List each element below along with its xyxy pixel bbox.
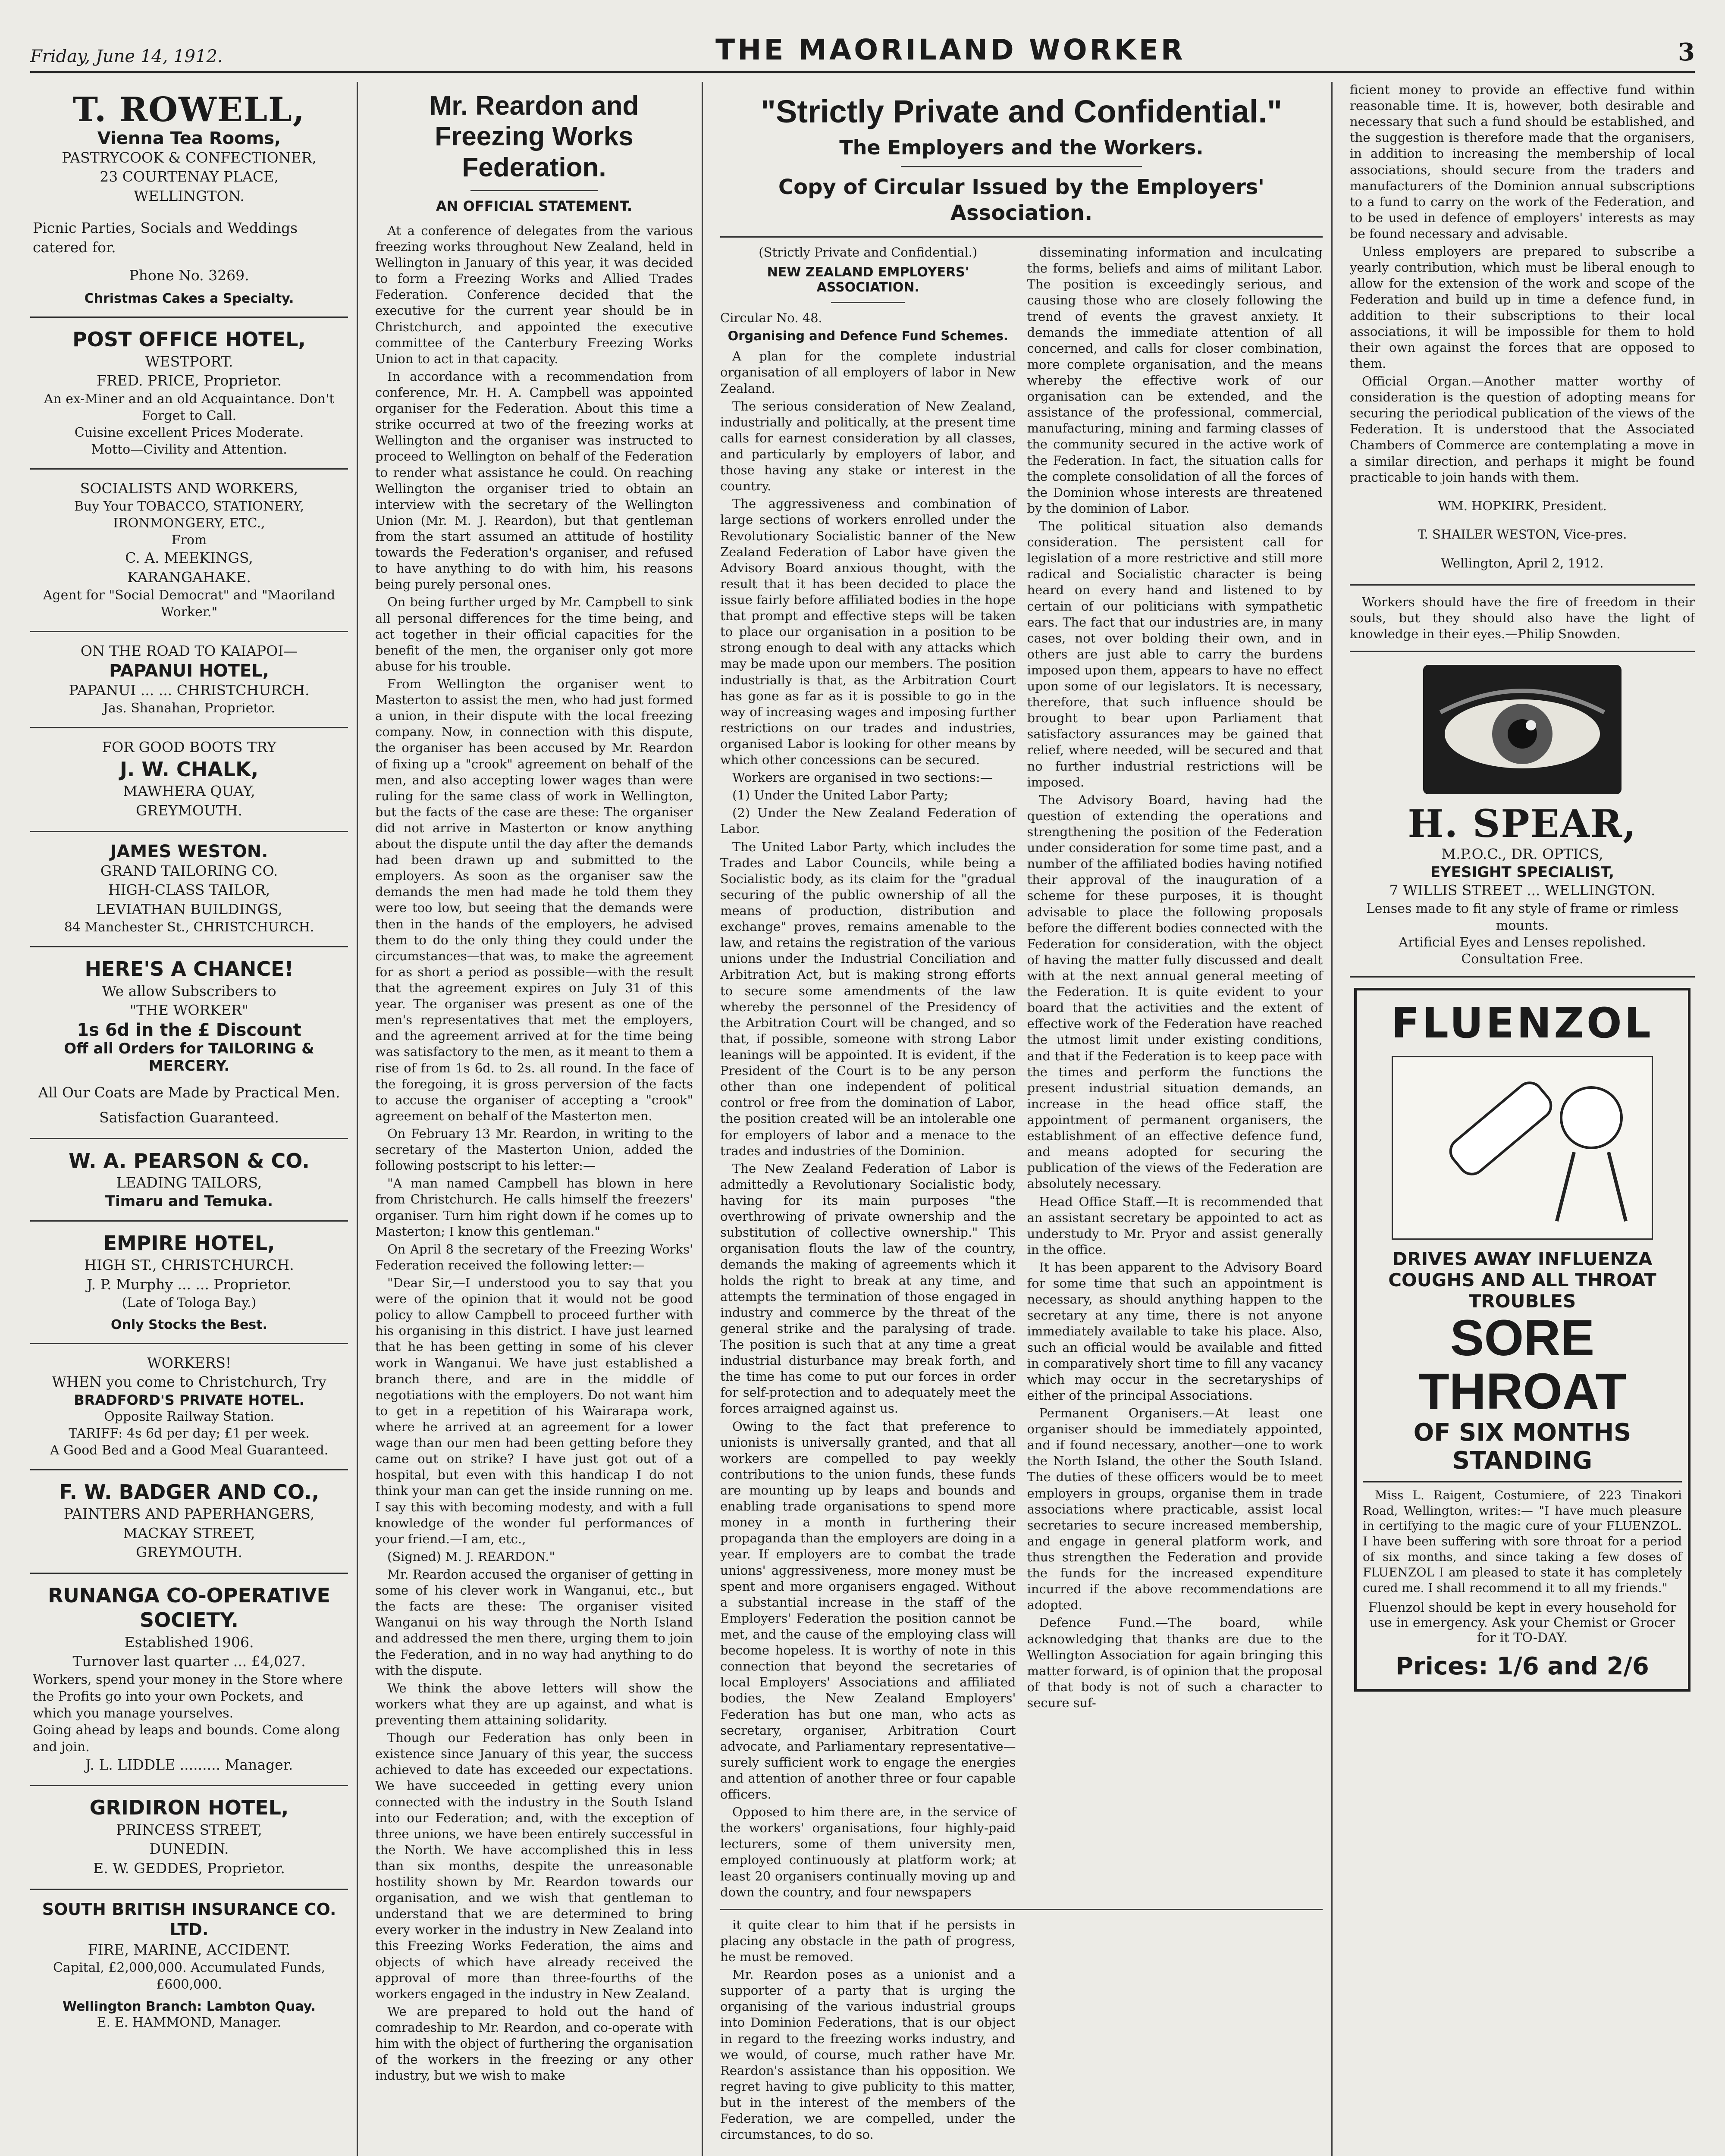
ad-line: Capital, £2,000,000. Accumulated Funds, £600,000. bbox=[53, 1960, 326, 1993]
ad-line: From bbox=[171, 533, 207, 548]
article-body-left bbox=[720, 244, 1016, 1902]
article-subtitle: The Employers and the Workers. bbox=[839, 136, 1204, 160]
ad-line: Going ahead by leaps and bounds. Come along and join. bbox=[33, 1722, 340, 1755]
divider bbox=[720, 236, 1323, 238]
article-paragraph: ficient money to provide an effective fund within reasonable time. It is, however, both desirable and necessary that such a fund should be established, and the suggestion is therefore made that the organisers, in addition to increasing the membership of local associations, should secure from the traders and manufacturers of the Dominion annual subscriptions to a fund to carry on the work of the Federation, and to be used in defence of employers' interests as may be found necessary and advisable. bbox=[1350, 82, 1695, 241]
article-paragraph: Mr. Reardon poses as a unionist and a supporter of a party that is urging the organising of the various industrial groups into Dominion Federations, that is our object in regard to the freezing works industry, and we would, of course, much rather have Mr. Reardon's assistance than his opposition. We regret having to give publicity to this matter, but in the interest of the members of the Federation, we are compelled, under the circumstances, to do so. bbox=[720, 1967, 1016, 2142]
article-paragraph: It has been apparent to the Advisory Board for some time that such an appointment is necessary, as should anything happen to the secretary at any time, there is not anyone immediately available to take his place. Also, such an official would be available and fitted in comparatively short time to fill any vacancy which may occur in the secretaryships of either of the principal Associations. bbox=[1027, 1260, 1323, 1403]
ad-line: 7 WILLIS STREET ... WELLINGTON. bbox=[1389, 882, 1656, 899]
ad-line: PRINCESS STREET, bbox=[116, 1821, 262, 1838]
ad-line: 84 Manchester St., CHRISTCHURCH. bbox=[64, 920, 314, 935]
fluenzol-sore-throat: SORE THROAT bbox=[1418, 1310, 1627, 1420]
article-subtitle: Copy of Circular Issued by the Employers' Association. bbox=[778, 175, 1265, 226]
article-paragraph: (Signed) M. J. REARDON." bbox=[387, 1549, 555, 1564]
article-title: "Strictly Private and Confidential." bbox=[760, 94, 1283, 129]
divider bbox=[470, 190, 598, 191]
ad-line: A Good Bed and a Good Meal Guaranteed. bbox=[50, 1442, 329, 1458]
ad-name: H. SPEAR, bbox=[1408, 801, 1637, 846]
article-subtitle: AN OFFICIAL STATEMENT. bbox=[436, 197, 633, 214]
article-paragraph: (1) Under the United Labor Party; bbox=[732, 788, 948, 803]
ad-name: W. A. PEARSON & CO. bbox=[69, 1149, 310, 1172]
ad-line: SOCIALISTS AND WORKERS, bbox=[80, 479, 298, 497]
ad-line: Picnic Parties, Socials and Weddings catered for. bbox=[33, 219, 298, 256]
article-paragraph: The political situation also demands consideration. The persistent call for legislation of a more restrictive and still more radical and Socialistic character is being heard on every hand and listened to by certain of our politicians with sympathetic ears. The fact that our industries are, in many cases, not over bolding their own, and in others are just able to carry the burdens imposed upon them, appears to have no effect upon some of our legislators. It is necessary, therefore, that such influence should be brought to bear upon Parliament that satisfactory assurances may be gained that relief, where needed, will be secured and that no further industrial restrictions will be imposed. bbox=[1027, 518, 1323, 790]
fluenzol-testimonial: Miss L. Raigent, Costumiere, of 223 Tinakori Road, Wellington, writes:— "I have much pleasure in certifying to the magic cure of your FLUENZOL. I have been suffering with sore throat for a period of six months, and since taking a few doses of FLUENZOL I am pleased to state it has completely cured me. I shall recommend it to all my friends." bbox=[1363, 1488, 1682, 1595]
ad-line: GREYMOUTH. bbox=[135, 1544, 243, 1561]
fluenzol-bottle-icon bbox=[1392, 1056, 1653, 1240]
article-reardon bbox=[367, 82, 703, 2156]
article-paragraph: Unless employers are prepared to subscribe a yearly contribution, which must be liberal enough to allow for the extension of the work and scope of the Federation and build up in time a defence fund, in addition to their subscriptions to their local associations, it will be impossible for them to hold their own against the forces that are opposed to them. bbox=[1350, 244, 1695, 371]
ad-line: Established 1906. bbox=[124, 1633, 254, 1651]
ads-column bbox=[30, 82, 358, 2156]
ad-line: (Late of Tologa Bay.) bbox=[122, 1295, 257, 1310]
article-paragraph: In accordance with a recommendation from conference, Mr. H. A. Campbell was appointed organiser for the Federation. About this time a strike occurred at two of the freezing works at Wellington and the organiser was instructed to proceed to Wellington on behalf of the Federation to render what assistance he could. On reaching Wellington the organiser tried to obtain an interview with the secretary of the Wellington Union (Mr. M. J. Reardon), but that gentleman from the start assumed an attitude of hostility towards the Federation's organiser, and refused to have anything to do with him, his reasons being purely personal ones. bbox=[375, 369, 693, 592]
article-body-right bbox=[1027, 244, 1323, 1902]
ad-line: Consultation Free. bbox=[1461, 952, 1584, 967]
ad-line: We allow Subscribers to bbox=[102, 982, 276, 1000]
ad-line: Opposite Railway Station. bbox=[104, 1409, 274, 1424]
ad-line: "THE WORKER" bbox=[129, 1002, 249, 1019]
ad-line: Timaru and Temuka. bbox=[105, 1192, 273, 1210]
ad-line: Motto—Civility and Attention. bbox=[91, 442, 287, 457]
ad-line: Cuisine excellent Prices Moderate. bbox=[74, 425, 304, 440]
ad-head: HERE'S A CHANCE! bbox=[85, 957, 294, 981]
ad-name: JAMES WESTON. bbox=[110, 841, 268, 862]
ad-line: FOR GOOD BOOTS TRY bbox=[102, 739, 276, 756]
circular-number: Circular No. 48. bbox=[720, 310, 822, 326]
eye-illustration-icon bbox=[1423, 665, 1622, 794]
ad-bradford bbox=[30, 1344, 348, 1470]
ad-line: WESTPORT. bbox=[145, 353, 233, 370]
ad-papanui-hotel bbox=[30, 632, 348, 728]
article-paragraph: it quite clear to him that if he persists in placing any obstacle in the path of progress, he must be removed. bbox=[720, 1917, 1016, 1965]
article-paragraph: Owing to the fact that preference to unionists is universally granted, and that all workers are compelled to pay weekly contributions to the union funds, these funds are mounting up by leaps and bounds and enabling trade organisations to spend more money in a month in furthering their propaganda than the employers are doing in a year. If employers are to combat the trade unions' aggressiveness, more money must be spent and more organisers engaged. Without a substantial increase in the staff of the Employers' Federation the position cannot be met, and the cause of the employing class will become hopeless. It is worthy of note in this connection that beyond the secretaries of local Employers' Associations and affiliated bodies, the New Zealand Employers' Federation has but one man, who acts as secretary, organiser, Arbitration Court advocate, and Parliamentary representative—surely sufficient work to engage the energies and attention of another three or four capable officers. bbox=[720, 1419, 1016, 1802]
divider bbox=[901, 166, 1142, 167]
ad-pearson bbox=[30, 1139, 348, 1222]
ad-line: 23 COURTENAY PLACE, bbox=[100, 168, 279, 185]
ad-line: BRADFORD'S PRIVATE HOTEL. bbox=[74, 1391, 304, 1408]
divider bbox=[1350, 584, 1695, 586]
ad-line: WHEN you come to Christchurch, Try bbox=[52, 1373, 326, 1391]
article-paragraph: (2) Under the New Zealand Federation of Labor. bbox=[720, 805, 1016, 837]
article-paragraph: "Dear Sir,—I understood you to say that you were of the opinion that it would not be good policy to allow Campbell to proceed further with his organising in this district. I have just learned that he has been getting in some of his clever work in Wanganui. We have just established a branch there, and are in the middle of negotiations with the employers. Do not want him to get in a repetition of his Wairarapa work, where he arrived at an agreement for a lower wage than our men had been getting before they came out on strike? I have just got out of a hospital, but even with this handicap I do not think your man can get the inside running on me. I say this with becoming modesty, and with a full knowledge of the wonder ful performances of your friend.—I am, etc., bbox=[375, 1275, 693, 1546]
ad-line: PAINTERS AND PAPERHANGERS, bbox=[63, 1505, 315, 1523]
fluenzol-months: OF SIX MONTHS STANDING bbox=[1363, 1419, 1682, 1482]
article-title: Mr. Reardon and Freezing Works Federation. bbox=[429, 91, 639, 182]
ad-line: Only Stocks the Best. bbox=[110, 1317, 268, 1332]
ad-name: EMPIRE HOTEL, bbox=[103, 1231, 275, 1255]
ad-line: All Our Coats are Made by Practical Men. bbox=[38, 1084, 340, 1101]
ad-badger bbox=[30, 1470, 348, 1574]
ad-line: DUNEDIN. bbox=[149, 1840, 229, 1858]
article-paragraph: The United Labor Party, which includes the Trades and Labor Councils, while being a Socialistic body, as its claim for the "gradual securing of the public ownership of all the means of production, distribution and exchange" proves, remains amenable to the law, and retains the registration of the various unions under the Industrial Conciliation and Arbitration Act, but is making strong efforts to secure some amendments of the law whereby the personnel of the Presidency of the Arbitration Court will be changed, and so that, if possible, someone with strong Labor leanings will be appointed. It is evident, if the President of the Court is to be any person other than one independent of political control or free from the domination of Labor, the position created will be an intolerable one for employers of labor and a menace to the trades and industries of the Dominion. bbox=[720, 839, 1016, 1158]
article-paragraph: Defence Fund.—The board, while acknowledging that thanks are due to the Wellington Association for again bringing this matter forward, is of opinion that the proposal of that body is not of such a character to secure suf- bbox=[1027, 1615, 1323, 1710]
fluenzol-footer: Fluenzol should be kept in every household for use in emergency. Ask your Chemist or Grocer for it TO-DAY. bbox=[1368, 1600, 1677, 1645]
signature: Wellington, April 2, 1912. bbox=[1441, 556, 1604, 571]
ad-south-british bbox=[30, 1890, 348, 2042]
ad-name: SOUTH BRITISH INSURANCE CO. LTD. bbox=[42, 1899, 336, 1940]
reardon-article-continued bbox=[720, 1917, 1016, 2156]
article-paragraph: disseminating information and inculcating the forms, beliefs and aims of militant Labor. The position is exceedingly serious, and causing those who are closely following the trend of events the gravest anxiety. It demands the immediate attention of all concerned, and calls for closer combination, more complete organisation, and the means whereby the effective work of our organisation can be extended, and the assistance of the professional, commercial, manufacturing, mining and farming classes of the community secured in the active work of the Federation. In fact, the situation calls for the complete consolidation of all the forces of the Dominion whose interests are threatened by the dominion of Labor. bbox=[1027, 245, 1323, 516]
ad-line: An ex-Miner and an old Acquaintance. Don't Forget to Call. bbox=[44, 391, 335, 423]
ad-chalk bbox=[30, 728, 348, 832]
ad-line: Artificial Eyes and Lenses repolished. bbox=[1399, 935, 1646, 950]
ad-line: MAWHERA QUAY, bbox=[123, 783, 255, 800]
ad-line: 1s 6d in the £ Discount bbox=[77, 1020, 301, 1040]
ad-line: M.P.O.C., DR. OPTICS, bbox=[1441, 845, 1603, 862]
article-paragraph: The aggressiveness and combination of large sections of workers enrolled under the Revolutionary Socialistic banner of the New Zealand Federation of Labor have given the Advisory Board anxious thought, with the result that it has been decided to place the issue fairly before affiliated bodies in the hope that prompt and effective steps will be taken to place our organisation in a position to be strong enough to deal with any attacks which may be made upon our members. The position industrially is that, as the Arbitration Court has gone as far as it is possible to go in the way of increasing wages and imposing further restrictions on our trades and industries, organised Labor is looking for other means by which other concessions can be secured. bbox=[720, 496, 1016, 768]
ad-line: TARIFF: 4s 6d per day; £1 per week. bbox=[69, 1426, 310, 1441]
article-paragraph: Official Organ.—Another matter worthy of consideration is the question of adopting means for securing the periodical publication of the views of the Federation. It is understood that the Associated Chambers of Commerce are contemplating a move in a similar direction, and perhaps it might be found practicable to join hands with them. bbox=[1350, 373, 1695, 485]
ad-line: C. A. MEEKINGS, bbox=[125, 549, 253, 567]
ad-phone: Phone No. 3269. bbox=[129, 266, 249, 284]
article-strictly-private bbox=[712, 82, 1333, 2156]
ad-name: GRIDIRON HOTEL, bbox=[89, 1796, 289, 1820]
ad-line: J. L. LIDDLE ......... Manager. bbox=[85, 1756, 293, 1773]
ad-weston bbox=[30, 832, 348, 948]
ad-post-office-hotel bbox=[30, 318, 348, 470]
ad-name: POST OFFICE HOTEL, bbox=[72, 328, 306, 351]
ad-line: PAPANUI HOTEL, bbox=[109, 661, 269, 681]
ad-line: Buy Your TOBACCO, STATIONERY, IRONMONGERY, ETC., bbox=[74, 499, 304, 531]
masthead bbox=[30, 9, 1695, 73]
snowden-quote: Workers should have the fire of freedom in their souls, but they should also have the light of knowledge in their eyes.—Philip Snowden. bbox=[1350, 594, 1695, 642]
ad-line: E. E. HAMMOND, Manager. bbox=[97, 2015, 282, 2031]
article-paragraph: Opposed to him there are, in the service of the workers' organisations, four highly-paid lecturers, some of them university men, employed continuously at platform work; at least 20 organisers continually moving up and down the country, and four newspapers bbox=[720, 1805, 1016, 1899]
fluenzol-prices: Prices: 1/6 and 2/6 bbox=[1396, 1652, 1649, 1680]
fluenzol-brand: FLUENZOL bbox=[1391, 999, 1653, 1048]
circular-heading: Organising and Defence Fund Schemes. bbox=[728, 329, 1008, 344]
ad-line: KARANGAHAKE. bbox=[127, 568, 251, 586]
fluenzol-slogan: DRIVES AWAY INFLUENZA COUGHS AND ALL THROAT TROUBLES bbox=[1388, 1248, 1656, 1312]
article-paragraph: Permanent Organisers.—At least one organiser should be immediately appointed, and if found necessary, another—one to work the North Island, the other the South Island. The duties of these officers would be to meet employers in groups, organise them in trade associations where practicable, assist local secretaries to secure increased membership, and engage in general platform work, and thus strengthen the Federation and provide the funds for the increased expenditure incurred if the above recommendations are adopted. bbox=[1027, 1405, 1323, 1613]
right-column bbox=[1341, 82, 1695, 2156]
ad-line: LEVIATHAN BUILDINGS, bbox=[96, 900, 282, 918]
ad-line: HIGH ST., CHRISTCHURCH. bbox=[84, 1257, 294, 1274]
ad-line: Turnover last quarter ... £4,027. bbox=[72, 1653, 306, 1670]
ad-line: Satisfaction Guaranteed. bbox=[99, 1109, 279, 1126]
ad-line: ON THE ROAD TO KAIAPOI— bbox=[80, 642, 298, 660]
ad-fluenzol bbox=[1354, 988, 1690, 1692]
divider bbox=[831, 302, 905, 303]
ad-line: LEADING TAILORS, bbox=[116, 1174, 262, 1191]
article-paragraph: On April 8 the secretary of the Freezing Works' Federation received the following letter:— bbox=[375, 1241, 693, 1272]
ad-chance bbox=[30, 947, 348, 1139]
article-paragraph: At a conference of delegates from the various freezing works throughout New Zealand, held in Wellington in January of this year, it was decided to form a Freezing Works and Allied Trades Federation. Conference decided that the executive for the current year should be in Christchurch, and appointed the executive committee of the Canterbury Freezing Works Union to act in that capacity. bbox=[375, 223, 693, 366]
ad-line: WELLINGTON. bbox=[134, 187, 245, 204]
article-paragraph: Head Office Staff.—It is recommended that an assistant secretary be appointed to act as understudy to Mr. Pryor and assist generally in the office. bbox=[1027, 1194, 1323, 1257]
article-paragraph: We think the above letters will show the workers what they are up against, and what is preventing them attaining solidarity. bbox=[375, 1680, 693, 1727]
ad-line: FRED. PRICE, Proprietor. bbox=[96, 372, 282, 389]
article-paragraph: Mr. Reardon accused the organiser of getting in some of his clever work in Wanganui, etc., but the facts are these: The organiser visited Wanganui on his way through the North Island and addressed the men there, urging them to join the Federation, and in no way had anything to do with the dispute. bbox=[375, 1567, 693, 1678]
ad-line: Workers, spend your money in the Store where the Profits go into your own Pockets, and which you manage yourselves. bbox=[33, 1672, 343, 1721]
ad-name: F. W. BADGER AND CO., bbox=[59, 1480, 320, 1504]
ad-runanga bbox=[30, 1574, 348, 1786]
ad-line: Vienna Tea Rooms, bbox=[97, 128, 281, 148]
ad-line: Off all Orders for TAILORING & MERCERY. bbox=[64, 1040, 314, 1075]
ad-tag: Christmas Cakes a Specialty. bbox=[84, 291, 294, 307]
ad-line: FIRE, MARINE, ACCIDENT. bbox=[88, 1941, 291, 1958]
ad-line: Wellington Branch: Lambton Quay. bbox=[63, 1999, 316, 2015]
circular-label: (Strictly Private and Confidential.) bbox=[759, 245, 978, 260]
ad-line: WORKERS! bbox=[147, 1354, 232, 1371]
article-paragraph: The New Zealand Federation of Labor is admittedly a Revolutionary Socialistic body, having for its main purposes "the overthrowing of private ownership and the substitution of collective ownership." This organisation flouts the law of the country, demands the making of agreements which it holds the right to break at any time, and attempts the termination of those engaged in industry and commerce by the threat of the general strike and the paralysing of trade. The position is such that at any time a great industrial disturbance may break forth, and the time has come to put our forces in order for self-protection and to adequately meet the forces arraigned against us. bbox=[720, 1161, 1016, 1416]
ad-name: RUNANGA CO-OPERATIVE SOCIETY. bbox=[48, 1583, 330, 1632]
ad-line: E. W. GEDDES, Proprietor. bbox=[93, 1859, 285, 1877]
ad-line: GRAND TAILORING CO. bbox=[100, 862, 278, 879]
article-paragraph: On being further urged by Mr. Campbell to sink all personal differences for the time being, and act together in their official capacities for the benefit of the men, the organiser only got more abuse for his trouble. bbox=[375, 595, 693, 674]
ad-spear bbox=[1350, 652, 1695, 978]
article-paragraph: Workers are organised in two sections:— bbox=[732, 770, 993, 785]
ad-line: Lenses made to fit any style of frame or rimless mounts. bbox=[1366, 901, 1679, 934]
ad-line: J. W. CHALK, bbox=[119, 757, 259, 781]
ad-rowell bbox=[30, 82, 348, 318]
article-paragraph: The Advisory Board, having had the question of extending the operations and strengthening the position of the Federation under consideration for some time past, and a number of the affiliated bodies having notified their approval of the inauguration of a scheme for these purposes, it is thought advisable to place the following proposals before the different bodies connected with the Federation for consideration, with the object of having the matter fully discussed and dealt with at the next annual general meeting of the Federation. It is quite evident to your board that the activities and the extent of effective work of the Federation have reached the utmost limit under existing conditions, and that if the Federation is to keep pace with the times and perform the functions the present industrial situation demands, an increase in the head office staff, the appointment of permanent organisers, the establishment of an effective defence fund, and means adopted for securing the publication of the views of the Federation are absolutely necessary. bbox=[1027, 792, 1323, 1191]
ad-line: MACKAY STREET, bbox=[123, 1524, 255, 1542]
ad-line: GREYMOUTH. bbox=[135, 802, 243, 819]
ad-line: Agent for "Social Democrat" and "Maoriland Worker." bbox=[43, 588, 336, 620]
ad-rowell-name: T. ROWELL, bbox=[73, 90, 305, 129]
ad-line: HIGH-CLASS TAILOR, bbox=[108, 881, 270, 899]
article-paragraph: We are prepared to hold out the hand of comradeship to Mr. Reardon, and co-operate with him with the object of furthering the organisation of the workers in the freezing or any other industry, but we wish to make bbox=[375, 2004, 693, 2083]
article-paragraph: A plan for the complete industrial organisation of all employers of labor in New Zealand. bbox=[720, 349, 1016, 396]
divider bbox=[720, 1909, 1323, 1910]
ad-empire-hotel bbox=[30, 1222, 348, 1344]
ad-line: PASTRYCOOK & CONFECTIONER, bbox=[62, 149, 317, 166]
ad-line: Jas. Shanahan, Proprietor. bbox=[103, 701, 276, 716]
association-name: NEW ZEALAND EMPLOYERS' ASSOCIATION. bbox=[767, 265, 969, 295]
article-paragraph: Though our Federation has only been in existence since January of this year, the success achieved to date has exceeded our expectations. We have succeeded in getting every union connected with the industry in the South Island into our Federation; and, with the exception of three unions, we have been entirely successful in the North. We have accomplished this in less than six months, despite the unreasonable hostility shown by Mr. Reardon towards our organisation, and we wish that gentleman to understand that we are determined to bring every worker in the industry in New Zealand into this Freezing Works Federation, the aims and objects of which have already received the approval of more than three-fourths of the workers engaged in the industry in New Zealand. bbox=[375, 1730, 693, 2001]
signature: WM. HOPKIRK, President. bbox=[1438, 498, 1607, 513]
ad-meekings bbox=[30, 470, 348, 633]
issue-date: Friday, June 14, 1912. bbox=[30, 47, 223, 66]
page-number: 3 bbox=[1678, 38, 1695, 66]
ad-line: EYESIGHT SPECIALIST, bbox=[1430, 864, 1615, 881]
paper-title: THE MAORILAND WORKER bbox=[715, 33, 1186, 66]
ad-gridiron-hotel bbox=[30, 1786, 348, 1890]
ad-line: J. P. Murphy ... ... Proprietor. bbox=[87, 1275, 292, 1293]
article-paragraph: On February 13 Mr. Reardon, in writing to the secretary of the Masterton Union, added the following postscript to his letter:— bbox=[375, 1126, 693, 1173]
article-paragraph: From Wellington the organiser went to Masterton to assist the men, who had just formed a union, in their dispute with the local freezing company. Now, in connection with this dispute, the organiser has been accused by Mr. Reardon of fixing up a "crook" agreement on behalf of the men, and also accepting lower wages than were ruling for the same class of work in Wellington, but the facts of the case are these: The organiser did not arrive in Masterton or know anything about the dispute until the day after the demands had been drawn up and submitted to the employers. As soon as the organiser saw the demands the men had made he told them they were too low, but seeing that the demands were then in the hands of the employers, he advised them to do the only thing they could under the circumstances—that was, to make the agreement for as short a period as possible—with the result that the agreement expires on July 31 of this year. The organiser was present as one of the men's representatives that met the employers, and the agreement arrived at for the time being was satisfactory to the men, as it meant to them a rise of from 1s 6d. to 2s. all round. In the face of the foregoing, it is gross perversion of the facts to accuse the organiser of accepting a "crook" agreement on behalf of the Masterton men. bbox=[375, 676, 693, 1123]
article-body bbox=[720, 244, 1323, 1902]
article-paragraph: The serious consideration of New Zealand, industrially and politically, at the present time calls for earnest consideration by all classes, and particularly by employers of labor, and those having any stake or interest in the country. bbox=[720, 398, 1016, 494]
article-paragraph: "A man named Campbell has blown in here from Christchurch. He calls himself the freezers' organiser. Turn him right down if he comes up to Masterton; I know this gentleman." bbox=[375, 1176, 693, 1239]
signature: T. SHAILER WESTON, Vice-pres. bbox=[1418, 527, 1627, 542]
ad-line: PAPANUI ... ... CHRISTCHURCH. bbox=[69, 681, 310, 699]
